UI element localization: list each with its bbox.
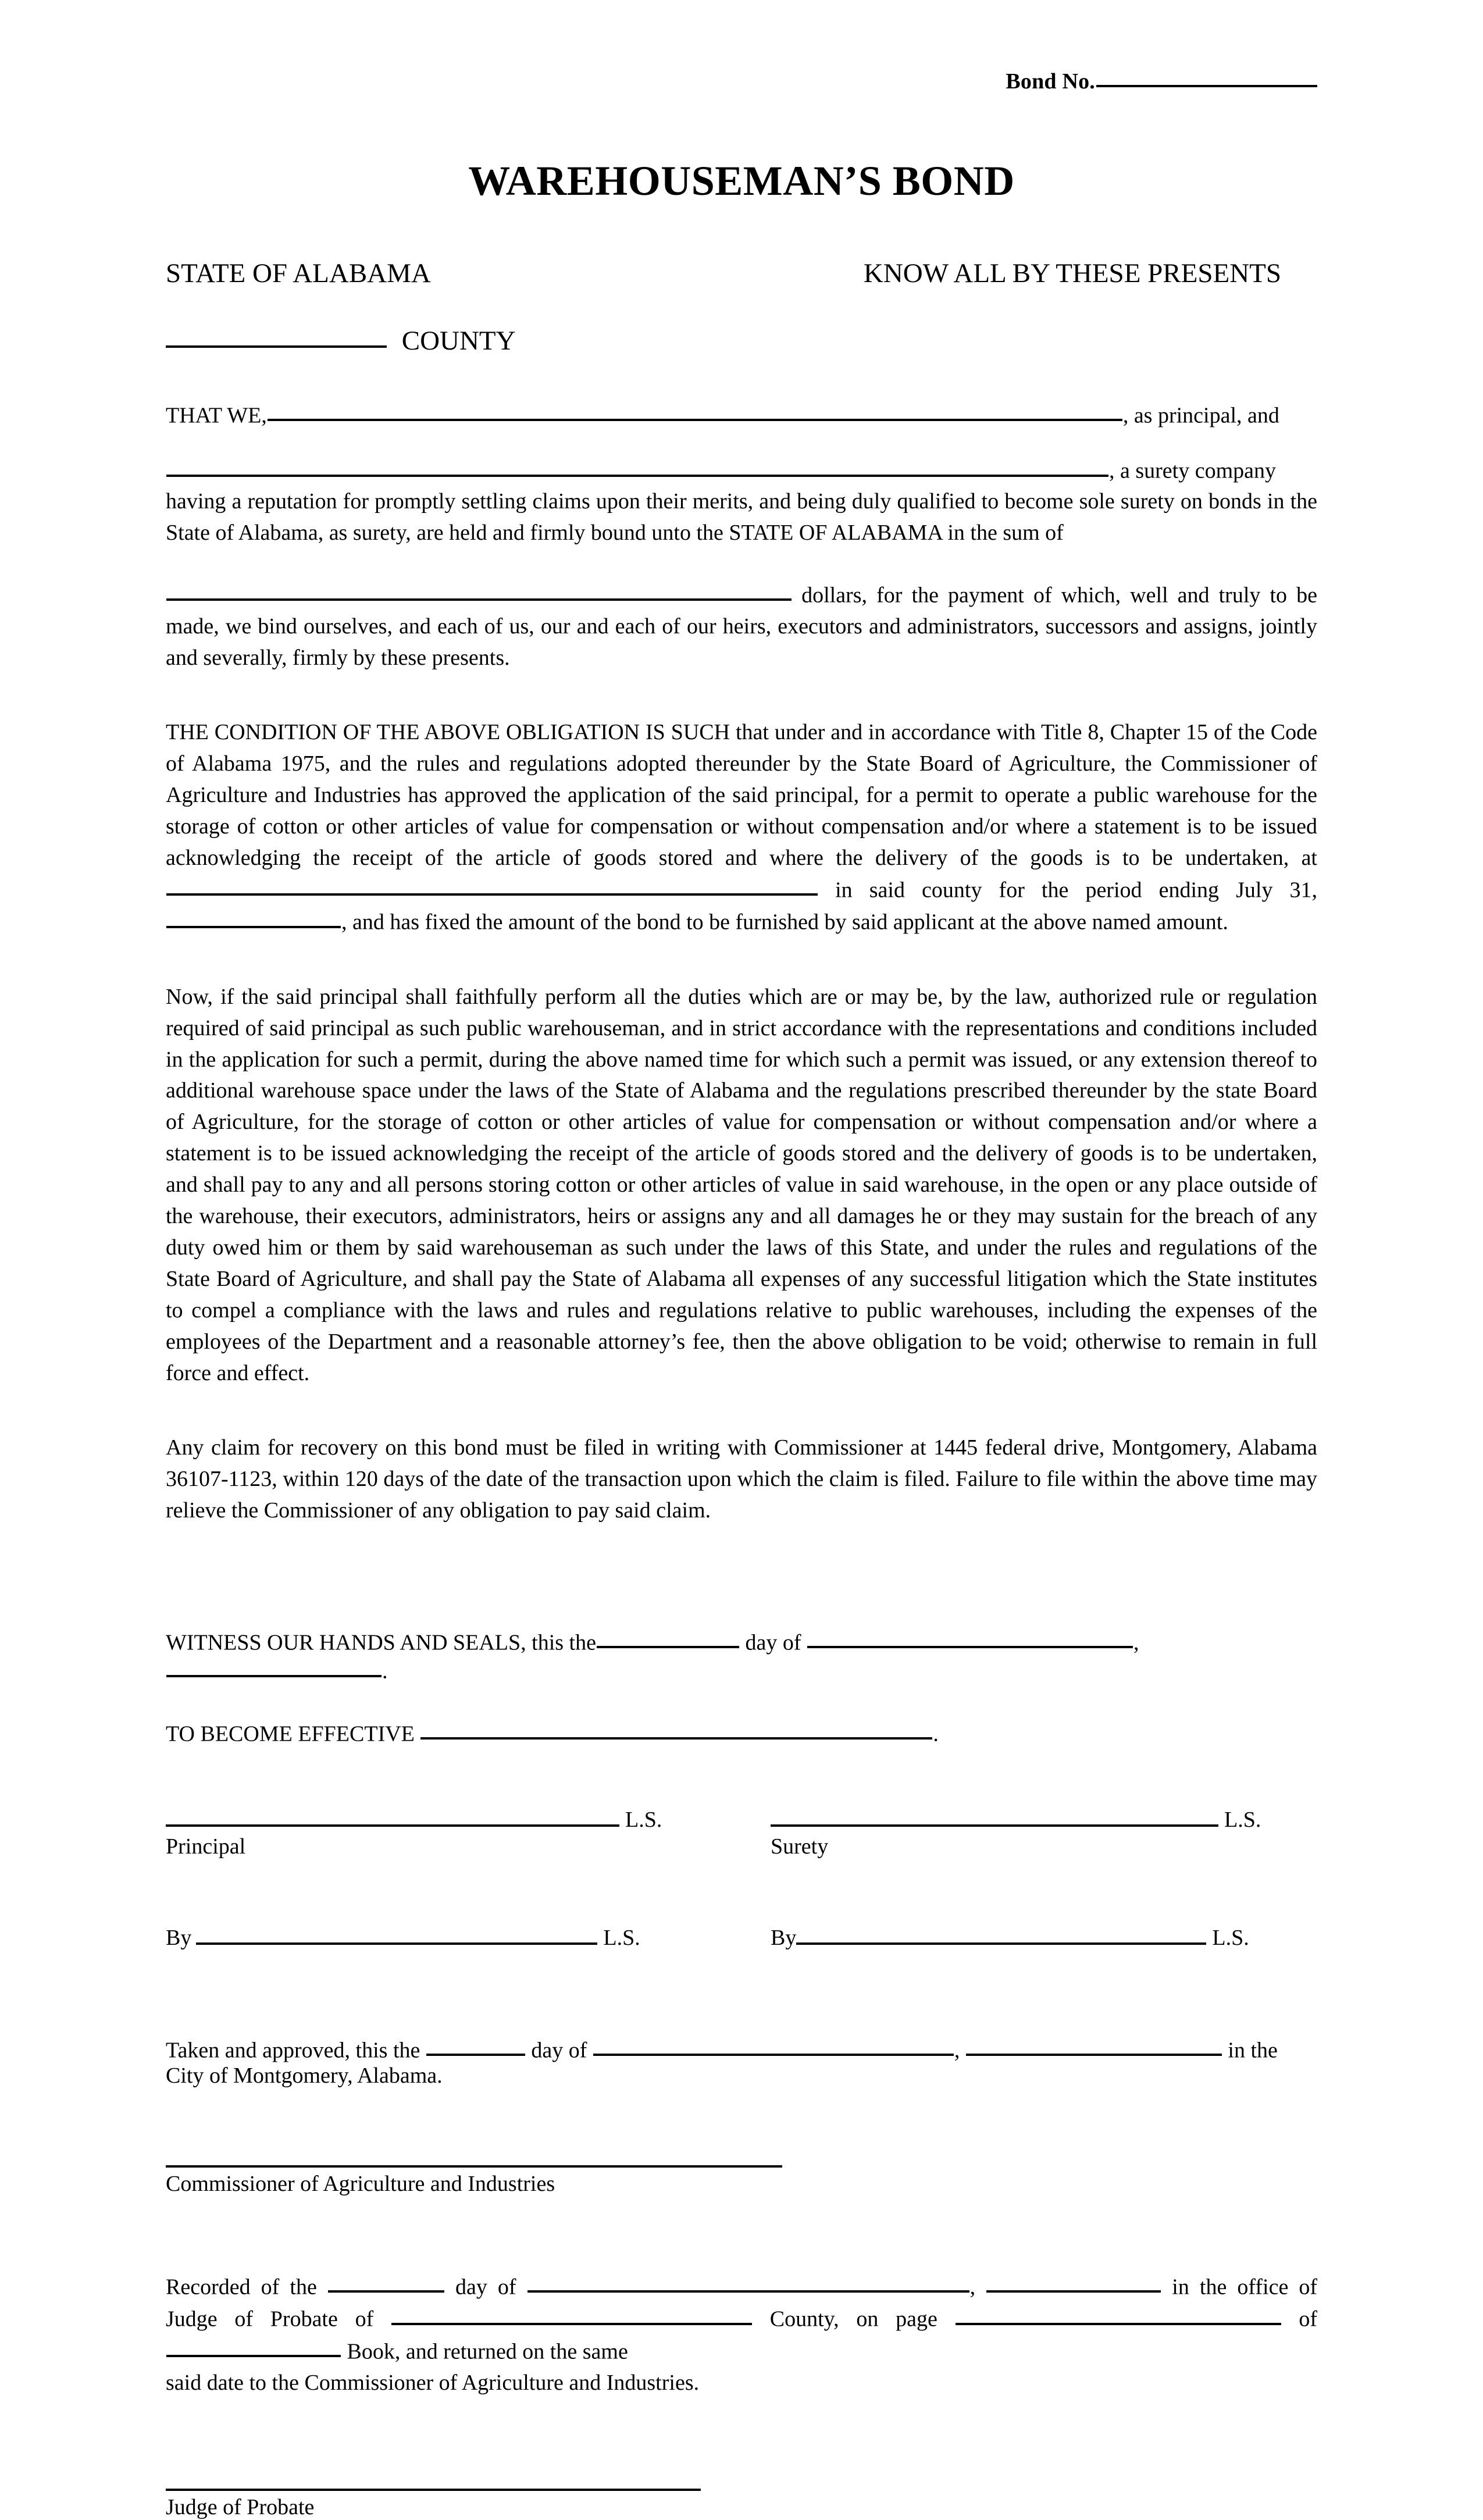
principal-signature-blank[interactable] [166,1805,619,1827]
witness-day-of-label: day of [745,1630,801,1655]
recorded-day-of-label: day of [455,2275,516,2300]
surety-name-blank[interactable] [166,455,1108,476]
commissioner-label: Commissioner of Agriculture and Industries [166,2172,555,2196]
witness-month-blank[interactable] [807,1627,1133,1648]
recorded-year-blank[interactable] [986,2271,1161,2293]
state-label: STATE OF ALABAMA [166,258,431,288]
recorded-office-label: in the office of Judge of Probate of [166,2275,1318,2332]
taken-day-of-label: day of [531,2038,587,2062]
witness-year-blank[interactable] [166,1655,382,1677]
recording-closing: said date to the Commissioner of Agriculture and Industries. [166,2371,700,2396]
recorded-comma-label: , [969,2275,976,2300]
probate-signature-blank[interactable] [166,2486,701,2491]
surety-by-row [771,1922,1317,1950]
recording-paragraph [166,2271,1317,2368]
principal-signature-col [166,1805,742,1859]
claims-paragraph: Any claim for recovery on this bond must be filed in writing with Commissioner at 1445 federal drive, Montgomery, Alabama 36107-1123, within 120 days of the date of the transaction upon which the claim is filed. Failure to file within the above time may relieve the Commissioner of any obligation to pay said claim. [166,1435,1317,1523]
warehouse-location-blank[interactable] [166,874,818,896]
principal-line [166,400,1317,428]
county-row [166,289,1317,357]
sum-amount-paragraph [166,579,1317,674]
surety-label: Surety [771,1834,829,1859]
principal-name-blank[interactable] [268,400,1122,421]
witness-line [166,1627,1317,1684]
taken-year-blank[interactable] [966,2034,1222,2056]
recording-block [166,2197,1317,2399]
recorded-book-blank[interactable] [166,2336,341,2357]
taken-comma-label: , [954,2038,960,2062]
recorded-book-label: Book, and returned on the same [347,2339,628,2364]
county-label: COUNTY [401,326,516,356]
surety-by-label: By [771,1925,797,1950]
a-surety-company-label: , a surety company [1109,458,1277,483]
obligation-block [166,939,1317,1389]
witness-period-label: . [382,1659,388,1684]
obligation-paragraph: Now, if the said principal shall faithfully perform all the duties which are or may be, by the law, authorized rule or regulation required of said principal as such public warehouseman, and in strict accordance with the representations and conditions included in the application for such a permit, during the above named time for which such a permit was issued, or any extension thereof to additional warehouse space under the laws of the State of Alabama and the regulations prescribed thereunder by the state Board of Agriculture, for the storage of cotton or other articles of value for compensation or without compensation and/or where a statement is to be issued acknowledging the receipt of the article of goods stored and the delivery of goods is to be undertaken, and shall pay to any and all persons storing cotton or other articles of value in said warehouse, in the open or any place outside of the warehouse, their executors, administrators, heirs or assigns any and all damages he or they may sustain for the breach of any duty owed him or them by said warehouseman as such under the laws of this State, and under the rules and regulations of the State Board of Agriculture, and shall pay the State of Alabama all expenses of any successful litigation which the State institutes to compel a compliance with the laws and rules and regulations relative to public warehouses, including the expenses of the employees of the Department and a reasonable attorney’s fee, then the above obligation to be void; otherwise to remain in full force and effect. [166,984,1317,1386]
jurisdiction-row [166,205,1317,289]
recorded-county-label: County, on page [769,2307,937,2332]
condition-heading: THE CONDITION OF THE ABOVE OBLIGATION IS SUCH [166,720,730,745]
condition-part3: said county for the period ending July 31, [869,878,1318,903]
approval-line [166,1951,1317,2088]
claims-block [166,1389,1317,1527]
parties-block [166,357,1317,549]
principal-by-ls-label: L.S. [603,1925,640,1950]
witness-lead-label: WITNESS OUR HANDS AND SEALS, this the [166,1630,596,1655]
surety-ls-label: L.S. [1224,1808,1261,1833]
effective-label: TO BECOME EFFECTIVE [166,1721,415,1746]
witness-comma-label: , [1133,1630,1139,1655]
recorded-page-blank[interactable] [956,2303,1281,2325]
taken-day-blank[interactable] [426,2034,525,2056]
recorded-lead-label: Recorded of the [166,2275,317,2300]
witness-day-blank[interactable] [597,1627,739,1648]
surety-by-ls-label: L.S. [1212,1925,1249,1950]
effective-date-blank[interactable] [420,1718,932,1740]
county-name-blank[interactable] [166,345,387,348]
bond-number-blank[interactable] [1096,85,1317,87]
probate-label: Judge of Probate [166,2495,315,2520]
principal-by-col [166,1922,742,1950]
commissioner-signature-block [166,2088,1317,2197]
principal-by-blank[interactable] [196,1922,597,1944]
condition-part1: that under and in accordance with Title 8, Chapter 15 of the Code of Alabama 1975, and the rules and regulations adopted thereunder by the State Board of Agriculture, the Commissioner of Agriculture and Industries has approved the application of the said principal, for a permit to operate a public warehouse for the storage of cotton or other articles of value for compensation or without compensation and/or where a statement is to be issued acknowledging the receipt of the article of goods stored and where the delivery of the goods is to be undertaken, at [166,720,1317,870]
surety-signature-col [742,1805,1317,1859]
period-year-blank[interactable] [166,906,341,928]
know-all-presents-label: KNOW ALL BY THESE PRESENTS [863,258,1281,288]
taken-lead-label: Taken and approved, this the [166,2038,420,2062]
effective-line [166,1684,1317,1746]
recorded-month-blank[interactable] [527,2271,969,2293]
that-we-label: THAT WE, [166,403,267,428]
recorded-day-blank[interactable] [328,2271,444,2293]
condition-paragraph [166,717,1317,939]
principal-signature-row [166,1805,742,1833]
principal-ls-label: L.S. [625,1808,662,1833]
taken-tail-label: in the City of Montgomery, Alabama. [166,2038,1278,2088]
execution-block [166,1527,1317,1746]
bond-number-field [166,0,1317,94]
surety-by-blank[interactable] [796,1922,1206,1944]
condition-in-label: in [835,878,853,903]
principal-label: Principal [166,1834,246,1859]
recorded-county-blank[interactable] [391,2303,752,2325]
recorded-of-label: of [1299,2307,1318,2332]
principal-by-row [166,1922,742,1950]
taken-month-blank[interactable] [593,2034,954,2056]
commissioner-signature-blank[interactable] [166,2163,782,2168]
surety-by-col [742,1922,1317,1950]
surety-signature-row [771,1805,1317,1833]
sum-block [166,549,1317,674]
surety-qualification-text: having a reputation for promptly settling claims upon their merits, and being duly qualified to become sole surety on bonds in the State of Alabama, as surety, are held and firmly bound unto the STATE OF ALABAMA in the sum of [166,489,1317,545]
surety-line [166,428,1317,483]
sum-amount-text: dollars, for the payment of which, well and truly to be made, we bind ourselves, and each of us, our and each of our heirs, executors and administrators, successors and assigns, jointly and severally, firmly by these presents. [166,583,1317,671]
bond-number-label: Bond No. [1006,69,1095,94]
effective-period-label: . [933,1721,939,1746]
principal-by-label: By [166,1925,192,1950]
probate-signature-block [166,2399,1317,2520]
signature-row-by [166,1859,1317,1950]
surety-signature-blank[interactable] [771,1805,1218,1827]
signature-row-primary [166,1746,1317,1859]
condition-part4: , and has fixed the amount of the bond to be furnished by said applicant at the above named amount. [341,910,1228,935]
as-principal-label: , as principal, and [1122,403,1279,428]
condition-block [166,674,1317,939]
sum-amount-blank[interactable] [166,579,792,601]
page-title: WAREHOUSEMAN’S BOND [468,158,1015,204]
